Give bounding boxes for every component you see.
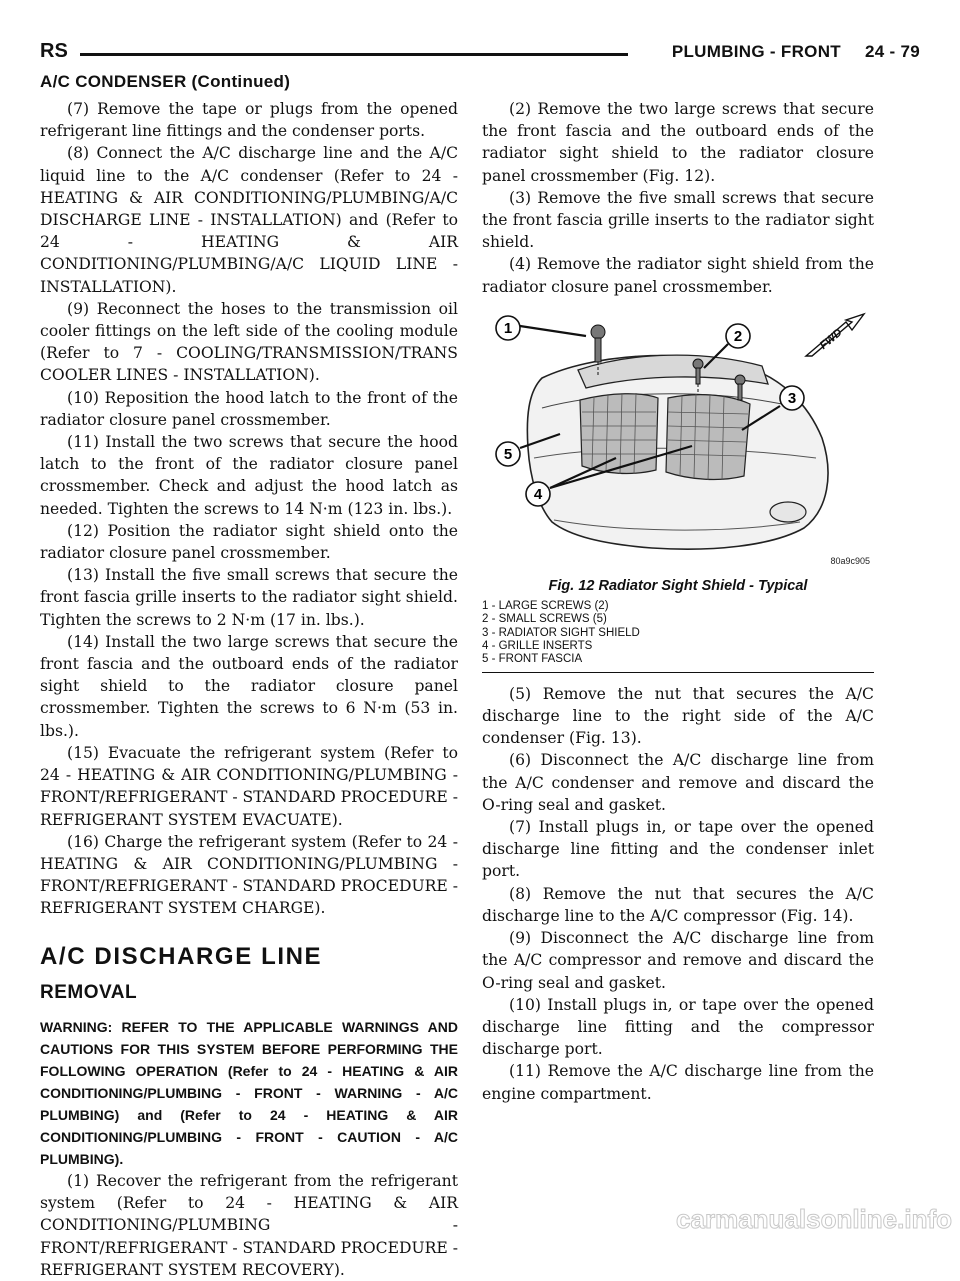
step-paragraph: (10) Install plugs in, or tape over the opened discharge line fitting and the compressor discharge port. [482, 995, 874, 1059]
left-column [40, 98, 458, 1281]
step-paragraph: (15) Evacuate the refrigerant system (Refer to 24 - HEATING & AIR CONDITIONING/PLUMBING - FRONT/REFRIGERANT - STANDARD PROCEDURE - REFRIGERANT SYSTEM EVACUATE). [40, 743, 458, 829]
section-title: A/C DISCHARGE LINE [40, 942, 323, 970]
callout-5: 5 [503, 445, 513, 463]
page-header [40, 38, 920, 68]
step-paragraph: (13) Install the five small screws that secure the front fascia grille inserts to the radiator sight shield. Tighten the screws to 2 N·m (17 in. lbs.). [40, 566, 458, 629]
step-paragraph: (4) Remove the radiator sight shield from the radiator closure panel crossmember. [482, 255, 874, 296]
figure-radiator-sight-shield [482, 308, 874, 574]
warning-text: WARNING: REFER TO THE APPLICABLE WARNINGS AND CAUTIONS FOR THIS SYSTEM BEFORE PERFORMING THE FOLLOWING OPERATION (Refer to 24 - HEATING & AIR CONDITIONING/PLUMBING - FRONT - WARNING - A/C PLUMBING) and (Refer to 24 - HEATING & AIR CONDITIONING/PLUMBING - FRONT - CAUTION - A/C PLUMBING). [40, 1018, 458, 1167]
step-paragraph: (12) Position the radiator sight shield onto the radiator closure panel crossmember. [40, 521, 458, 563]
step-paragraph: (9) Reconnect the hoses to the transmission oil cooler fittings on the left side of the cooling module (Refer to 7 - COOLING/TRANSMISSION/TRANS COOLER LINES - INSTALLATION). [40, 299, 458, 385]
subsection-title: REMOVAL [40, 981, 138, 1003]
step-paragraph: (3) Remove the five small screws that secure the front fascia grille inserts to the radiator sight shield. [482, 188, 874, 252]
step-paragraph: (2) Remove the two large screws that secure the front fascia and the outboard ends of the radiator sight shield to the radiator closure panel crossmember (Fig. 12). [482, 100, 874, 185]
figure-legend [482, 600, 874, 673]
step-paragraph: (8) Connect the A/C discharge line and the A/C liquid line to the A/C condenser (Refer to 24 - HEATING & AIR CONDITIONING/PLUMBING/A/C DISCHARGE LINE - INSTALLATION) and (Refer to 24 - HEATING & AIR CONDITIONING/PLUMBING/A/C LIQUID LINE - INSTALLATION). [40, 144, 458, 296]
callout-2: 2 [733, 327, 743, 345]
header-section-title [672, 42, 920, 62]
step-paragraph: (16) Charge the refrigerant system (Refer to 24 - HEATING & AIR CONDITIONING/PLUMBING - FRONT/REFRIGERANT - STANDARD PROCEDURE - REFRIGERANT SYSTEM CHARGE). [40, 832, 458, 918]
after-figure-steps [482, 683, 874, 1105]
fwd-label: FWD [817, 326, 845, 352]
step-paragraph: (11) Install the two screws that secure the hood latch to the front of the radiator closure panel crossmember. Check and adjust the hood latch as needed. Tighten the screws to 14 N·m (123 in. lbs.). [40, 433, 458, 518]
legend-item: 1 - LARGE SCREWS (2) [482, 599, 609, 612]
step-paragraph: (8) Remove the nut that secures the A/C discharge line to the A/C compressor (Fig. 14). [482, 884, 874, 925]
step-paragraph: (1) Recover the refrigerant from the refrigerant system (Refer to 24 - HEATING & AIR CONDITIONING/PLUMBING - FRONT/REFRIGERANT - STANDARD PROCEDURE - REFRIGERANT SYSTEM RECOVERY). [40, 1171, 458, 1279]
header-rule [80, 53, 628, 56]
legend-item: 4 - GRILLE INSERTS [482, 640, 593, 653]
step-paragraph: (10) Reposition the hood latch to the front of the radiator closure panel crossmember. [40, 388, 458, 429]
callout-4: 4 [533, 485, 543, 503]
header-page-number: 24 - 79 [864, 42, 920, 61]
legend-item: 2 - SMALL SCREWS (5) [482, 613, 607, 626]
figure-image-code: 80a9c905 [830, 555, 870, 566]
header-section: PLUMBING - FRONT [671, 42, 841, 61]
step-paragraph: (5) Remove the nut that secures the A/C discharge line to the right side of the A/C condenser (Fig. 13). [482, 684, 874, 748]
watermark-text: carmanualsonline.info [676, 1204, 952, 1234]
legend-item: 5 - FRONT FASCIA [482, 653, 583, 666]
fascia-illustration [482, 308, 874, 574]
continued-heading: A/C CONDENSER (Continued) [40, 72, 291, 91]
step-paragraph: (14) Install the two large screws that secure the front fascia and the outboard ends of the radiator sight shield to the radiator closure panel crossmember. Tighten the screws to 6 N·m (53 in. lbs.). [40, 632, 458, 740]
callout-3: 3 [787, 389, 797, 407]
legend-item: 3 - RADIATOR SIGHT SHIELD [482, 626, 640, 639]
step-paragraph: (11) Remove the A/C discharge line from the engine compartment. [482, 1062, 874, 1103]
callout-1: 1 [503, 319, 513, 337]
step-paragraph: (6) Disconnect the A/C discharge line from the A/C condenser and remove and discard the O-ring seal and gasket. [482, 751, 874, 814]
figure-caption: Fig. 12 Radiator Sight Shield - Typical [548, 577, 808, 594]
step-paragraph: (7) Install plugs in, or tape over the opened discharge line fitting and the condenser inlet port. [482, 818, 874, 881]
right-column [482, 98, 874, 1105]
step-paragraph: (7) Remove the tape or plugs from the opened refrigerant line fittings and the condenser ports. [40, 100, 458, 141]
step-paragraph: (9) Disconnect the A/C discharge line from the A/C compressor and remove and discard the O-ring seal and gasket. [482, 929, 874, 992]
header-vehicle-code: RS [40, 40, 68, 62]
